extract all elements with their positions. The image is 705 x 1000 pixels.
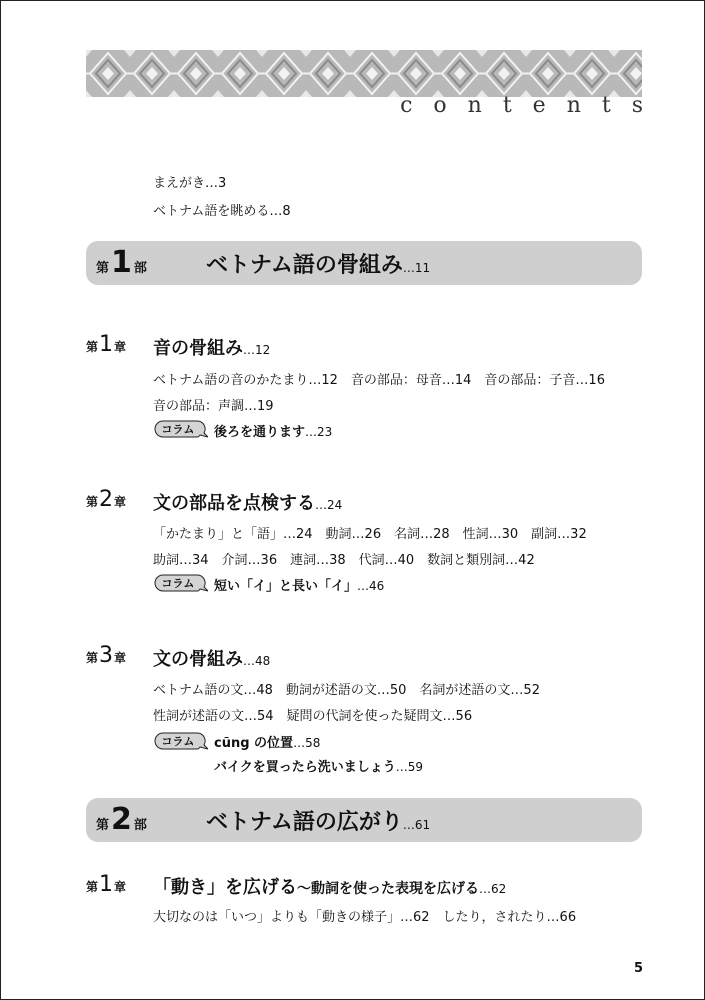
column-badge: コラム bbox=[154, 732, 208, 750]
chapter-1-entries-line-2[interactable]: 音の部品：声調…19 bbox=[153, 399, 274, 414]
column-entry[interactable]: 短い「イ」と長い「イ」…46 bbox=[214, 579, 385, 594]
part-2-bar[interactable] bbox=[86, 798, 642, 842]
column-entry[interactable]: cũng の位置…58 bbox=[214, 736, 321, 751]
part-2-chapter-1-number: 第1章 bbox=[86, 872, 127, 897]
chapter-1-number: 第1章 bbox=[86, 332, 127, 357]
chapter-2-entries-line-1[interactable]: 「かたまり」と「語」…24 動詞…26 名詞…28 性詞…30 副詞…32 bbox=[153, 527, 587, 542]
part-1-number: 第1 部 bbox=[96, 245, 147, 280]
chapter-3-entries-line-1[interactable]: ベトナム語の文…48 動詞が述語の文…50 名詞が述語の文…52 bbox=[153, 683, 540, 698]
chapter-3-title[interactable]: 文の骨組み…48 bbox=[153, 649, 271, 670]
page-number: 5 bbox=[634, 961, 644, 976]
chapter-3-number: 第3章 bbox=[86, 643, 127, 668]
decorative-pattern-banner bbox=[86, 50, 642, 97]
chapter-1-entries-line-1[interactable]: ベトナム語の音のかたまり…12 音の部品：母音…14 音の部品：子音…16 bbox=[153, 373, 605, 388]
contents-heading: contents bbox=[400, 93, 664, 118]
part-2-chapter-1-title[interactable]: 「動き」を広げる～動詞を使った表現を広げる…62 bbox=[153, 877, 507, 898]
column-badge: コラム bbox=[154, 420, 208, 438]
chapter-2-number: 第2章 bbox=[86, 487, 127, 512]
part-2-title: ベトナム語の広がり…61 bbox=[206, 810, 431, 835]
part-1-bar[interactable] bbox=[86, 241, 642, 285]
column-entry[interactable]: 後ろを通ります…23 bbox=[214, 425, 333, 440]
chapter-2-entries-line-2[interactable]: 助詞…34 介詞…36 連詞…38 代詞…40 数詞と類別詞…42 bbox=[153, 553, 535, 568]
toc-entry-preface[interactable]: まえがき…3 bbox=[153, 176, 227, 191]
part-2-number: 第2 部 bbox=[96, 802, 147, 837]
chapter-1-title[interactable]: 音の骨組み…12 bbox=[153, 338, 271, 359]
column-badge: コラム bbox=[154, 574, 208, 592]
column-entry[interactable]: バイクを買ったら洗いましょう…59 bbox=[214, 760, 424, 775]
part-1-title: ベトナム語の骨組み…11 bbox=[206, 253, 431, 278]
part-2-chapter-1-entries-line-1[interactable]: 大切なのは「いつ」よりも「動きの様子」…62 したり，されたり…66 bbox=[153, 910, 577, 925]
chapter-2-title[interactable]: 文の部品を点検する…24 bbox=[153, 493, 343, 514]
chapter-3-entries-line-2[interactable]: 性詞が述語の文…54 疑問の代詞を使った疑問文…56 bbox=[153, 709, 473, 724]
toc-entry-overview[interactable]: ベトナム語を眺める…8 bbox=[153, 204, 291, 219]
